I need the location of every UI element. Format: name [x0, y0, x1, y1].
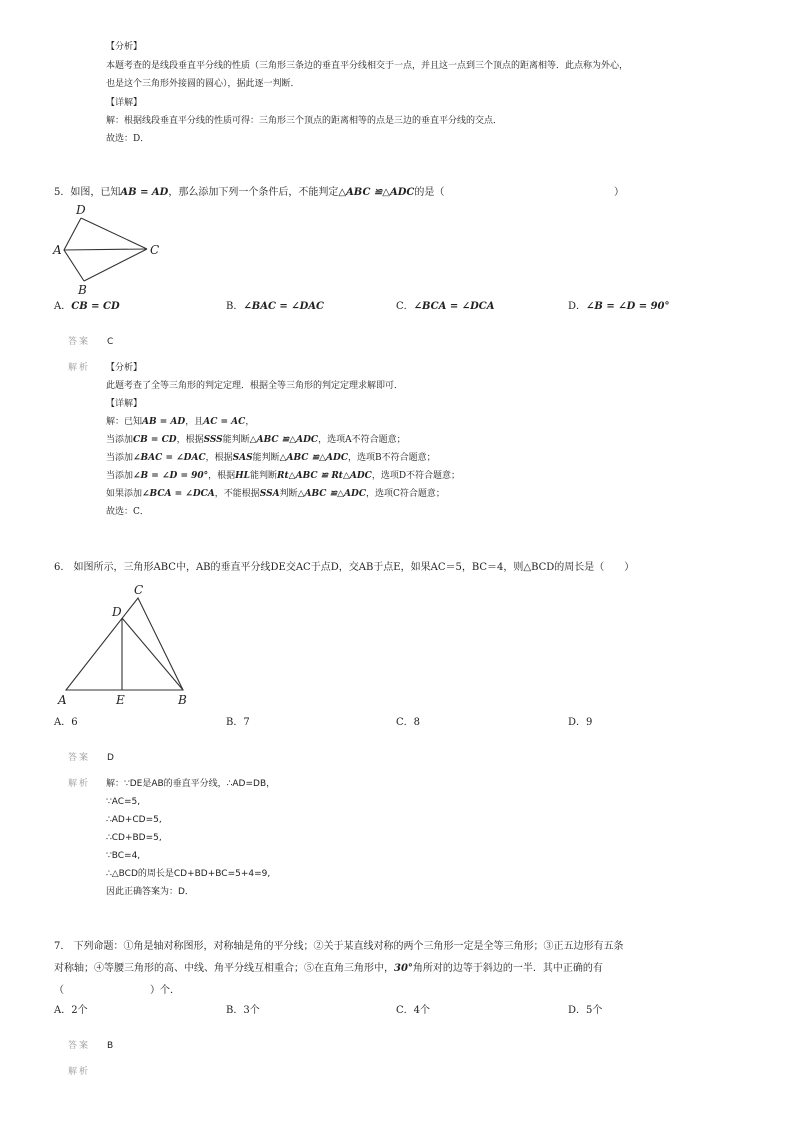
solution-line: 当添加CB = CD，根据SSS能判断△ABC ≌△ADC，选项A不符合题意；: [106, 435, 406, 445]
fenxi-text-line: 也是这个三角形外接圆的圆心），据此逐一判断．: [106, 79, 300, 89]
math-expr: △ABC ≌△ADC: [338, 187, 415, 198]
analysis-label: 解析: [68, 1067, 91, 1077]
solution-line: 解：已知AB = AD，且AC = AC，: [106, 417, 255, 427]
q7-stem-close: ）个．: [150, 985, 180, 996]
q5-stem-close: ）: [614, 187, 624, 198]
q5-option-c[interactable]: C．∠BCA = ∠DCA: [396, 301, 495, 312]
solution-line: ∴△BCD的周长是CD+BD+BC=5+4=9,: [106, 869, 271, 879]
vertex-label: C: [134, 583, 144, 597]
xiangjie-heading: 【详解】: [106, 399, 143, 409]
vertex-label: A: [58, 693, 67, 707]
vertex-label: A: [53, 243, 62, 257]
solution-line: ∵BC=4,: [106, 851, 141, 861]
q5-kite-figure: [50, 200, 170, 300]
vertex-label: B: [178, 693, 187, 707]
answer-label: 答案: [68, 1041, 91, 1051]
solution-line: 如果添加∠BCA = ∠DCA，不能根据SSA判断△ABC ≌△ADC，选项C符合题意；: [106, 489, 445, 499]
solution-line: 当添加∠B = ∠D = 90°，根据HL能判断Rt△ABC ≌ Rt△ADC，选项D不符合题意；: [106, 471, 461, 481]
analysis-label: 解析: [68, 779, 91, 789]
q6-option-c[interactable]: C．8: [396, 717, 421, 728]
fenxi-text-line: 本题考查的是线段垂直平分线的性质（三角形三条边的垂直平分线相交于一点，并且这一点到三个顶点的距离相等．此点称为外心，: [106, 61, 629, 71]
vertex-label: D: [76, 203, 86, 217]
q7-option-b[interactable]: B．3个: [226, 1005, 260, 1016]
analysis-label: 解析: [68, 363, 91, 373]
solution-line: ∴AD+CD=5,: [106, 815, 162, 825]
answer-label: 答案: [68, 753, 91, 763]
q6-triangle-figure: [56, 580, 196, 710]
q5-option-a[interactable]: A．CB = CD: [54, 301, 120, 312]
xiangjie-text-line: 解：根据线段垂直平分线的性质可得：三角形三个顶点的距离相等的点是三边的垂直平分线的交点．: [106, 116, 503, 126]
q7-stem-line: （: [54, 985, 64, 996]
math-expr: AB = AD: [120, 187, 169, 198]
q5-option-d[interactable]: D．∠B = ∠D = 90°: [568, 301, 670, 312]
q6-option-a[interactable]: A．6: [54, 717, 78, 728]
q5-option-b[interactable]: B．∠BAC = ∠DAC: [226, 301, 325, 312]
solution-line: 解：∵DE是AB的垂直平分线，∴AD=DB，: [106, 779, 276, 789]
q7-stem-line: 7． 下列命题：①角是轴对称图形，对称轴是角的平分线；②关于某直线对称的两个三角形一定是全等三角形；③正五边形有五条: [54, 941, 624, 952]
xiangjie-heading: 【详解】: [106, 98, 143, 108]
vertex-label: D: [112, 605, 122, 619]
conclusion-text: 故选：D．: [106, 134, 150, 144]
q6-stem: 6． 如图所示，三角形ABC中，AB的垂直平分线DE交AC于点D，交AB于点E，如果AC＝5，BC＝4，则△BCD的周长是（ ）: [54, 562, 635, 573]
q7-option-c[interactable]: C．4个: [396, 1005, 431, 1016]
q6-option-d[interactable]: D．9: [568, 717, 593, 728]
q5-stem: 5．如图，已知AB = AD，那么添加下列一个条件后，不能判定△ABC ≌△ADC的是（: [54, 187, 445, 198]
answer-value: D: [107, 753, 114, 763]
q6-option-b[interactable]: B．7: [226, 717, 250, 728]
vertex-label: E: [116, 693, 125, 707]
q7-option-d[interactable]: D．5个: [568, 1005, 603, 1016]
conclusion-text: 故选：C．: [106, 507, 149, 517]
solution-line: ∴CD+BD=5,: [106, 833, 162, 843]
q7-option-a[interactable]: A．2个: [54, 1005, 88, 1016]
vertex-label: B: [78, 283, 87, 297]
fenxi-heading: 【分析】: [106, 42, 143, 52]
vertex-label: C: [150, 243, 160, 257]
fenxi-heading: 【分析】: [106, 363, 143, 373]
answer-label: 答案: [68, 337, 91, 347]
answer-value: C: [107, 337, 114, 347]
conclusion-text: 因此正确答案为：D．: [106, 887, 194, 897]
answer-value: B: [107, 1041, 114, 1051]
q7-stem-line: 对称轴；④等腰三角形的高、中线、角平分线互相重合；⑤在直角三角形中，30°角所对的边等于斜边的一半．其中正确的有: [54, 963, 603, 974]
solution-line: ∵AC=5,: [106, 797, 141, 807]
solution-line: 当添加∠BAC = ∠DAC，根据SAS能判断△ABC ≌△ADC，选项B不符合题意；: [106, 453, 436, 463]
fenxi-text-line: 此题考查了全等三角形的判定定理．根据全等三角形的判定定理求解即可．: [106, 381, 404, 391]
